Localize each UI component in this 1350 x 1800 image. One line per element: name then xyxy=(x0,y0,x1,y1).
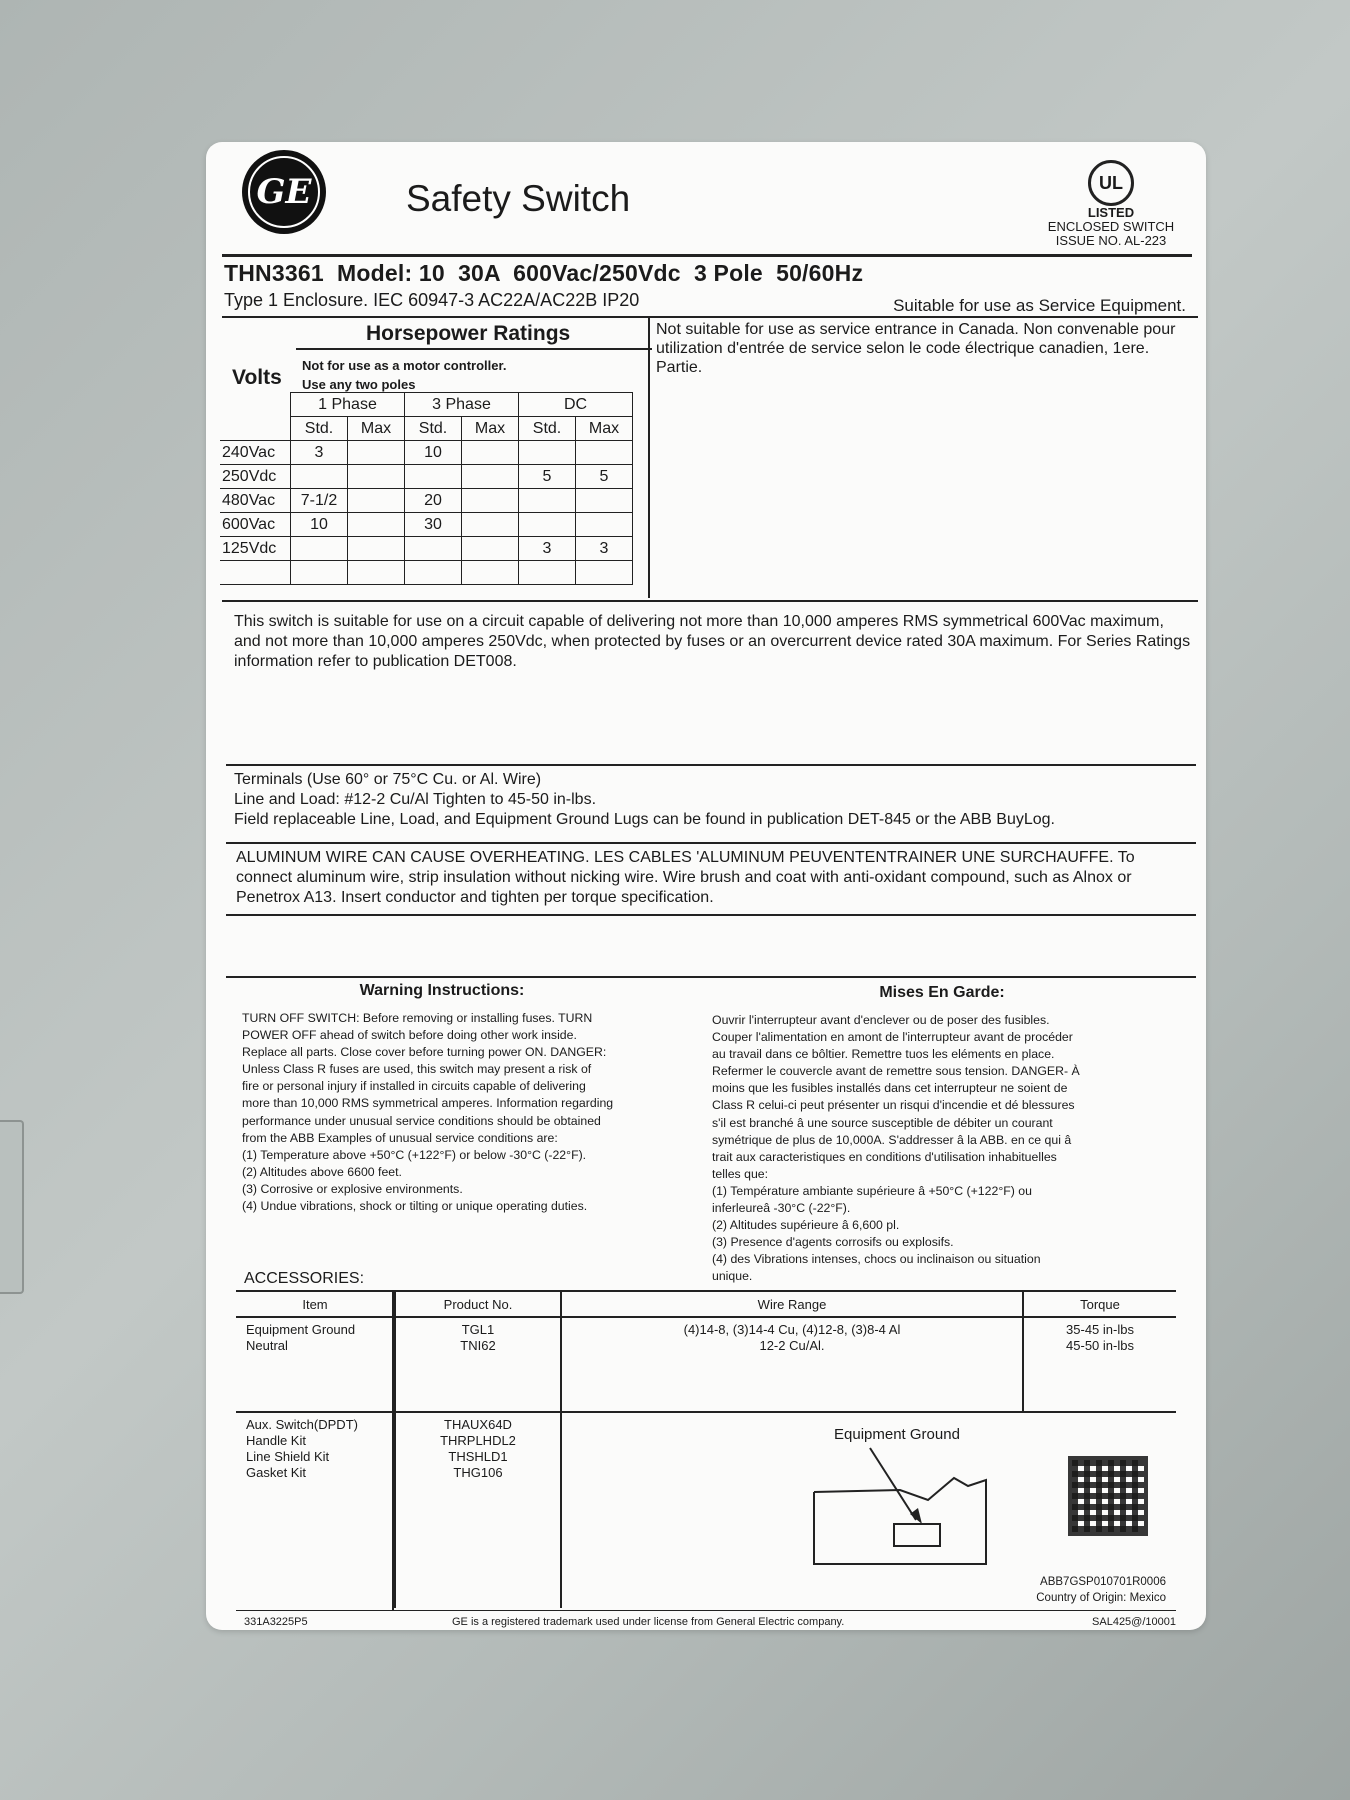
hp-row: 250Vdc 5 5 xyxy=(220,465,633,489)
table-row: Aux. Switch(DPDT) Handle Kit Line Shield Kit Gasket Kit THAUX64D THRPLHDL2 THSHLD1 THG106 xyxy=(236,1412,1176,1608)
table-row: Equipment Ground Neutral TGL1 TNI62 (4)14-8, (3)14-4 Cu, (4)12-8, (3)8-4 Al 12-2 Cu/Al. 35-45 in-lbs 45-50 in-lbs xyxy=(236,1317,1176,1412)
origin-info: ABB7GSP010701R0006 Country of Origin: Mexico xyxy=(1036,1576,1166,1604)
hp-notes xyxy=(302,356,506,394)
trademark-note: GE is a registered trademark used under license from General Electric company. xyxy=(452,1616,845,1628)
qr-code xyxy=(1068,1456,1148,1536)
part-number: 331A3225P5 xyxy=(244,1616,308,1628)
hp-ratings-title: Horsepower Ratings xyxy=(366,322,571,345)
terminals-info: Terminals (Use 60° or 75°C Cu. or Al. Wire) Line and Load: #12-2 Cu/Al Tighten to 45-50 in-lbs. Field replaceable Line, Load, and Equipment Ground Lugs can be found in publication DET-845 or the ABB BuyLog. xyxy=(234,771,1055,828)
service-note: Suitable for use as Service Equipment. xyxy=(893,296,1186,315)
note-motor: Not for use as a motor controller. xyxy=(302,358,507,373)
ge-logo: GE xyxy=(242,150,326,234)
mises-en-garde: Mises En Garde: Ouvrir l'interrupteur avant d'enclever ou de poser des fusibles. Couper l'alimentation en amont de l'interrupteur avant de procéder au travail dans ce bôltier. Remettre tuos les eléments en place. Refermer le couvercle avant de remettre sous tension. DANGER- À moins que les fusibles installés dans cet interrupteur ne soient de Class R celui-ci peut présenter un risqui d'incendie et dé blessures s'il est branché â une source susceptible de débiter un courant symétrique de plus de 10,000A. S'addresser â la ABB. en ce qui â trait aux caracteristiques en conditions d'utilisation inhabituelles telles que: (1) Température ambiante supérieure â +50°C (+122°F) ou inferleureâ -30°C (-22°F). (2) Altitudes supérieure â 6,600 pl. (3) Presence d'agents corrosifs ou explosifs. (4) des Vibrations intenses, chocs ou inclinaison ou situation unique. xyxy=(712,984,1080,1284)
equipment-ground-diagram xyxy=(806,1442,1006,1572)
short-circuit-rating: This switch is suitable for use on a circuit capable of delivering not more than 10,000 amperes RMS symmetrical 600Vac maximum, and not more than 10,000 amperes 250Vdc, when protected by fuses or an overcurrent device rated 30A maximum. For Series Ratings information refer to publication DET008. xyxy=(234,613,1191,670)
accessories-table: Item Product No. Wire Range Torque Equipment Ground Neutral TGL1 TNI62 (4)14-8, (3)14-4 Cu, (4)12-8, (3)8-4 Al 12-2 Cu/Al. 35-45 in-lbs 45-50 in-lbs Aux. Switch(DPDT) Handle Kit Line Shield Kit Gasket Kit THAUX64D THRPLHDL2 THSHLD1 THG106 xyxy=(236,1292,1176,1608)
ul-logo-icon: UL xyxy=(1088,160,1134,206)
diagram-label: Equipment Ground xyxy=(834,1426,960,1443)
accessories-title: ACCESSORIES: xyxy=(244,1270,365,1287)
hp-row: 600Vac 10 30 xyxy=(220,513,633,537)
label-title: Safety Switch xyxy=(406,178,631,219)
note-poles: Use any two poles xyxy=(302,377,416,392)
volts-label: Volts xyxy=(232,366,282,389)
canada-note: Not suitable for use as service entrance in Canada. Non convenable pour utilization d'entrée de service selon le code électrique canadien, 1ere. Partie. xyxy=(656,321,1176,376)
warning-instructions: Warning Instructions: TURN OFF SWITCH: Before removing or installing fuses. TURN POWER OFF ahead of switch before doing other work inside. Replace all parts. Close cover before turning power ON. DANGER: Unless Class R fuses are used, this switch may present a risk of fire or personal injury if installed in circuits capable of delivering more than 10,000 RMS symmetrical amperes. Information regarding performance under unusual service conditions should be obtained from the ABB Examples of unusual service conditions are: (1) Temperature above +50°C (+122°F) or below -30°C (-22°F). (2) Altitudes above 6600 feet. (3) Corrosive or explosive environments. (4) Undue vibrations, shock or tilting or unique operating duties. xyxy=(242,982,614,1214)
enclosure-line: Type 1 Enclosure. IEC 60947-3 AC22A/AC22B IP20 xyxy=(224,290,640,310)
hp-row: 125Vdc 3 3 xyxy=(220,537,633,561)
ul-listing-mark: UL LISTED ENCLOSED SWITCH ISSUE NO. AL-223 xyxy=(1036,160,1186,248)
model-line: THN3361 Model: 10 30A 600Vac/250Vdc 3 Pole 50/60Hz xyxy=(224,260,864,286)
hp-row: 480Vac 7-1/2 20 xyxy=(220,489,633,513)
aluminum-warning: ALUMINUM WIRE CAN CAUSE OVERHEATING. LES CABLES 'ALUMINUM PEUVENTENTRAINER UNE SURCHAUFFE. To connect aluminum wire, strip insulation without nicking wire. Wire brush and coat with anti-oxidant compound, such as Alnox or Penetrox A13. Insert conductor and tighten per torque specification. xyxy=(236,849,1135,906)
safety-switch-label xyxy=(206,142,1206,1630)
hp-ratings-table: 1 Phase 3 Phase DC Std. Max Std. Max Std. Max 240Vac 3 10 250Vdc 5 5 480Vac 7-1/2 20 600Vac 10 30 125Vdc 3 3 xyxy=(220,392,633,585)
hp-row: 240Vac 3 10 xyxy=(220,441,633,465)
sal-code: SAL425@/10001 xyxy=(1092,1616,1176,1628)
door-hinge xyxy=(0,1120,24,1294)
